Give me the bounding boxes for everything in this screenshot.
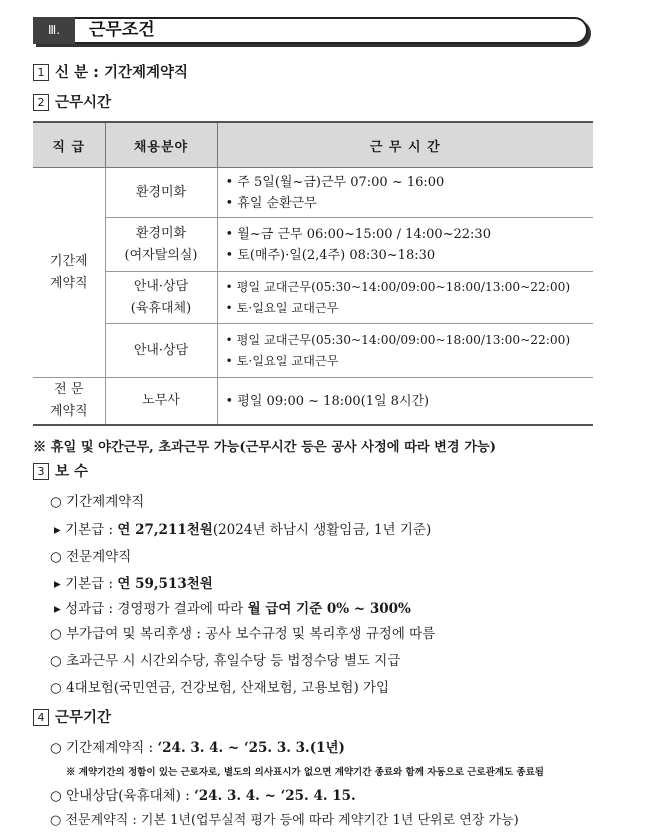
table-row: [33, 272, 593, 324]
field-cell: 노무사: [105, 378, 217, 426]
note-holiday-work: ※ 휴일 및 야간근무, 초과근무 가능(근무시간 등은 공사 사정에 따라 변경 가능): [33, 440, 496, 455]
work-hours-table: [33, 121, 593, 426]
section-number: 2: [33, 94, 49, 111]
header-title: 근무조건: [89, 20, 155, 40]
grade-cell: 기간제 계약직: [33, 168, 105, 378]
table-header-row: [33, 122, 593, 168]
period-note: ※ 계약기간의 정함이 있는 근로자로, 별도의 의사표시가 없으면 계약기간 종료와 함께 자동으로 근로관계도 종료됨: [66, 767, 544, 778]
hours-line: • 토·일요일 교대근무: [225, 300, 339, 315]
section-text: 근무시간: [55, 95, 112, 111]
pay-item: ○ 초과근무 시 시간외수당, 휴일수당 등 법정수당 별도 지급: [50, 653, 401, 669]
hours-line: • 휴일 순환근무: [225, 195, 317, 211]
field-cell: 환경미화: [105, 168, 217, 218]
field-cell: 환경미화 (여자탈의실): [105, 218, 217, 272]
pay-amount: 연 27,211천원: [117, 522, 213, 538]
period-item: ○ 전문계약직 : 기본 1년(업무실적 평가 등에 따라 계약기간 1년 단위로 연장 가능): [50, 813, 519, 828]
pay-amount: 월 급여 기준 0% ~ 300%: [247, 601, 411, 617]
pay-item: ○ 부가급여 및 복리후생 : 공사 보수규정 및 복리후생 규정에 따름: [50, 626, 436, 642]
field-cell: 안내·상담: [105, 324, 217, 378]
section-2: [33, 91, 111, 112]
hours-cell: [217, 324, 593, 378]
pay-item: ○ 전문계약직: [50, 549, 132, 565]
section-text: 보 수: [55, 464, 89, 480]
period-label: ○ 기간제계약직 :: [50, 740, 158, 756]
pay-note: (2024년 하남시 생활임금, 1년 기준): [212, 522, 432, 538]
section-text: 신 분 : 기간제계약직: [55, 65, 188, 81]
period-item: [50, 784, 356, 804]
pay-item: ○ 4대보험(국민연금, 건강보험, 산재보험, 고용보험) 가입: [50, 680, 390, 696]
hours-line: • 평일 09:00 ~ 18:00(1일 8시간): [225, 393, 430, 409]
pay-detail: [54, 518, 431, 538]
section-number: 4: [33, 709, 49, 726]
hours-line: • 토·일요일 교대근무: [225, 353, 339, 368]
hours-line: • 평일 교대근무(05:30~14:00/09:00~18:00/13:00~22:00): [225, 332, 571, 347]
table-row: [33, 168, 593, 218]
hours-line: • 주 5일(월~금)근무 07:00 ~ 16:00: [225, 174, 445, 190]
period-dates: ‘24. 3. 4. ~ ‘25. 4. 15.: [194, 788, 356, 804]
pay-label: ▸ 기본급 :: [54, 576, 118, 592]
hours-line: • 토(매주)·일(2,4주) 08:30~18:30: [225, 247, 436, 263]
section-3: [33, 460, 88, 481]
header-cell: 근 무 시 간: [217, 122, 593, 168]
period-label: ○ 안내상담(육휴대체) :: [50, 788, 195, 804]
header-number: Ⅲ.: [33, 17, 75, 44]
section-text: 근무기간: [55, 710, 112, 726]
section-header: [33, 17, 593, 47]
hours-line: • 월~금 근무 06:00~15:00 / 14:00~22:30: [225, 226, 491, 242]
section-number: 1: [33, 64, 49, 81]
hours-line: • 평일 교대근무(05:30~14:00/09:00~18:00/13:00~22:00): [225, 279, 571, 294]
table-row: [33, 378, 593, 426]
header-cell: 직 급: [33, 122, 105, 168]
field-cell: 안내·상담 (육휴대체): [105, 272, 217, 324]
section-number: 3: [33, 463, 49, 480]
pay-label: ▸ 성과급 : 경영평가 결과에 따라: [54, 601, 248, 617]
hours-cell: [217, 272, 593, 324]
table-row: [33, 218, 593, 272]
section-4: [33, 706, 111, 727]
hours-cell: [217, 168, 593, 218]
period-dates: ‘24. 3. 4. ~ ‘25. 3. 3.(1년): [157, 740, 345, 756]
pay-detail: [54, 597, 411, 617]
pay-label: ▸ 기본급 :: [54, 522, 118, 538]
hours-cell: [217, 218, 593, 272]
grade-cell: 전 문 계약직: [33, 378, 105, 426]
table-row: [33, 324, 593, 378]
hours-cell: [217, 378, 593, 426]
pay-amount: 연 59,513천원: [117, 576, 213, 592]
section-1: [33, 61, 188, 82]
pay-detail: [54, 572, 213, 592]
pay-item: ○ 기간제계약직: [50, 494, 145, 510]
header-cell: 채용분야: [105, 122, 217, 168]
period-item: [50, 736, 345, 756]
